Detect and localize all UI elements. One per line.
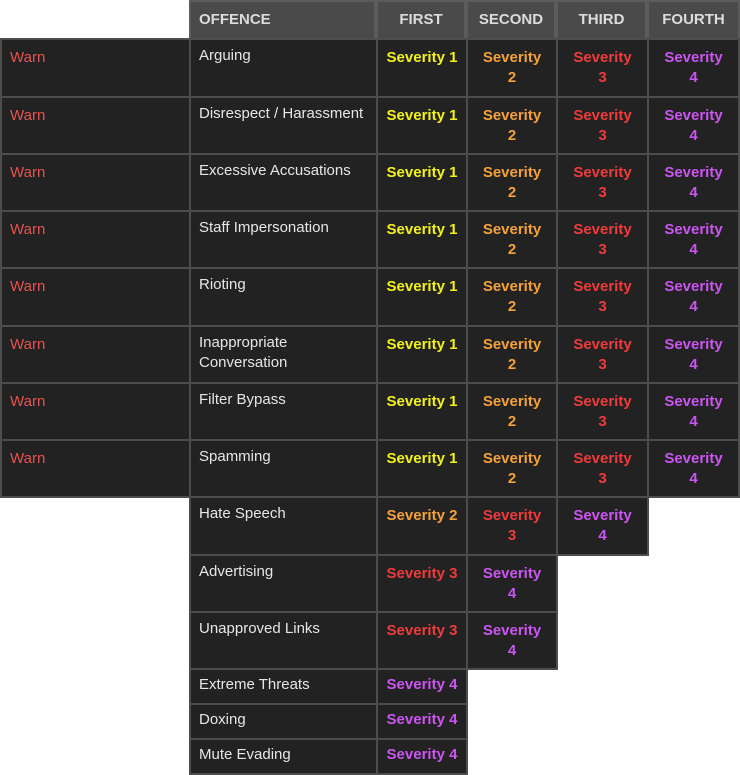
severity-word: Severity	[664, 336, 723, 353]
severity-level: 3	[598, 127, 607, 144]
offence-name: Advertising	[189, 554, 378, 613]
severity-level: 4	[507, 642, 517, 659]
severity-cell	[556, 267, 649, 327]
severity-word: Severity	[482, 565, 542, 582]
severity-level: 2	[507, 470, 517, 487]
offence-name: Unapproved Links	[189, 611, 378, 670]
warn-cell: Warn	[0, 210, 191, 269]
offence-name: Disrespect / Harassment	[189, 96, 378, 155]
severity-cell	[647, 210, 740, 269]
warn-cell: Warn	[0, 96, 191, 155]
severity-level: 2	[507, 298, 517, 315]
severity-cell	[376, 668, 468, 705]
header-second: SECOND	[466, 0, 556, 40]
severity-level: 4	[689, 184, 698, 201]
header-third: THIRD	[556, 0, 647, 40]
severity-cell	[647, 382, 740, 441]
severity-cell	[466, 210, 558, 269]
warn-cell: Warn	[0, 38, 191, 98]
severity-word: Severity	[386, 278, 445, 295]
warn-cell: Warn	[0, 439, 191, 498]
header-fourth: FOURTH	[647, 0, 740, 40]
severity-word: Severity	[482, 507, 542, 524]
severity-level: 1	[449, 221, 458, 238]
severity-level: 4	[689, 470, 698, 487]
severity-cell	[466, 38, 558, 98]
severity-cell	[647, 267, 740, 327]
header-offence: OFFENCE	[189, 0, 376, 40]
severity-level: 4	[689, 241, 698, 258]
severity-word: Severity	[482, 278, 542, 295]
offence-name: Extreme Threats	[189, 668, 378, 705]
severity-cell	[376, 38, 468, 98]
offence-name: Mute Evading	[189, 738, 378, 775]
offence-name: Filter Bypass	[189, 382, 378, 441]
severity-word: Severity	[573, 278, 632, 295]
severity-cell	[466, 611, 558, 670]
severity-level: 2	[507, 356, 517, 373]
severity-word: Severity	[573, 336, 632, 353]
severity-word: Severity	[482, 221, 542, 238]
severity-cell	[376, 382, 468, 441]
severity-level: 4	[689, 127, 698, 144]
severity-word: Severity	[573, 393, 632, 410]
severity-word: Severity	[386, 336, 445, 353]
severity-word: Severity	[664, 393, 723, 410]
severity-word: Severity	[386, 622, 445, 639]
severity-word: Severity	[482, 393, 542, 410]
severity-level: 3	[598, 470, 607, 487]
severity-cell	[556, 439, 649, 498]
offence-name: Excessive Accusations	[189, 153, 378, 212]
severity-level: 4	[689, 356, 698, 373]
severity-cell	[376, 554, 468, 613]
severity-word: Severity	[664, 107, 723, 124]
severity-word: Severity	[386, 565, 445, 582]
severity-level: 1	[449, 107, 458, 124]
severity-cell	[466, 496, 558, 556]
severity-word: Severity	[386, 507, 445, 524]
severity-cell	[376, 210, 468, 269]
severity-cell	[466, 267, 558, 327]
severity-word: Severity	[664, 164, 723, 181]
offence-name: Rioting	[189, 267, 378, 327]
severity-word: Severity	[573, 507, 632, 524]
severity-word: Severity	[573, 107, 632, 124]
offence-name: Doxing	[189, 703, 378, 740]
severity-level: 3	[598, 241, 607, 258]
severity-level: 2	[507, 184, 517, 201]
severity-level: 1	[449, 336, 458, 353]
severity-word: Severity	[386, 746, 445, 763]
severity-word: Severity	[664, 450, 723, 467]
severity-level: 3	[598, 298, 607, 315]
severity-cell	[647, 439, 740, 498]
severity-level: 2	[507, 69, 517, 86]
severity-cell	[556, 96, 649, 155]
offence-name: Inappropriate Conversation	[189, 325, 378, 384]
severity-word: Severity	[573, 221, 632, 238]
severity-word: Severity	[386, 164, 445, 181]
severity-level: 4	[449, 711, 458, 728]
severity-cell	[647, 38, 740, 98]
severity-level: 1	[449, 164, 458, 181]
severity-cell	[647, 96, 740, 155]
severity-word: Severity	[573, 164, 632, 181]
severity-cell	[376, 611, 468, 670]
severity-level: 4	[689, 413, 698, 430]
severity-cell	[466, 153, 558, 212]
severity-word: Severity	[573, 49, 632, 66]
severity-level: 3	[598, 184, 607, 201]
severity-word: Severity	[386, 676, 445, 693]
severity-word: Severity	[664, 278, 723, 295]
severity-level: 3	[507, 527, 517, 544]
severity-level: 3	[598, 69, 607, 86]
severity-cell	[556, 382, 649, 441]
severity-cell	[376, 703, 468, 740]
severity-level: 4	[598, 527, 607, 544]
severity-cell	[376, 96, 468, 155]
severity-cell	[376, 153, 468, 212]
severity-cell	[466, 96, 558, 155]
severity-cell	[376, 325, 468, 384]
severity-word: Severity	[482, 107, 542, 124]
warn-cell: Warn	[0, 325, 191, 384]
severity-word: Severity	[664, 49, 723, 66]
severity-level: 4	[507, 585, 517, 602]
severity-level: 2	[449, 507, 458, 524]
severity-cell	[556, 38, 649, 98]
offence-name: Hate Speech	[189, 496, 378, 556]
severity-word: Severity	[386, 450, 445, 467]
severity-level: 2	[507, 127, 517, 144]
severity-level: 3	[598, 356, 607, 373]
severity-level: 2	[507, 413, 517, 430]
severity-cell	[376, 496, 468, 556]
severity-level: 3	[449, 622, 458, 639]
severity-level: 1	[449, 49, 458, 66]
severity-cell	[466, 554, 558, 613]
severity-cell	[556, 210, 649, 269]
severity-word: Severity	[386, 49, 445, 66]
warn-cell: Warn	[0, 153, 191, 212]
severity-level: 1	[449, 278, 458, 295]
severity-cell	[556, 496, 649, 556]
offence-name: Arguing	[189, 38, 378, 98]
severity-word: Severity	[482, 164, 542, 181]
severity-word: Severity	[482, 49, 542, 66]
severity-cell	[466, 439, 558, 498]
severity-cell	[466, 325, 558, 384]
severity-word: Severity	[386, 221, 445, 238]
severity-word: Severity	[664, 221, 723, 238]
severity-level: 4	[689, 298, 698, 315]
severity-cell	[376, 738, 468, 775]
severity-level: 4	[449, 746, 458, 763]
severity-cell	[376, 267, 468, 327]
severity-cell	[647, 153, 740, 212]
severity-level: 3	[449, 565, 458, 582]
severity-word: Severity	[386, 393, 445, 410]
severity-word: Severity	[482, 622, 542, 639]
severity-word: Severity	[386, 711, 445, 728]
severity-cell	[376, 439, 468, 498]
header-first: FIRST	[376, 0, 466, 40]
severity-word: Severity	[573, 450, 632, 467]
severity-level: 1	[449, 393, 458, 410]
offence-name: Spamming	[189, 439, 378, 498]
severity-level: 4	[689, 69, 698, 86]
severity-level: 4	[449, 676, 458, 693]
severity-word: Severity	[386, 107, 445, 124]
severity-cell	[556, 325, 649, 384]
warn-cell: Warn	[0, 382, 191, 441]
severity-level: 3	[598, 413, 607, 430]
severity-level: 2	[507, 241, 517, 258]
severity-cell	[466, 382, 558, 441]
severity-level: 1	[449, 450, 458, 467]
offence-name: Staff Impersonation	[189, 210, 378, 269]
severity-word: Severity	[482, 450, 542, 467]
severity-cell	[647, 325, 740, 384]
severity-word: Severity	[482, 336, 542, 353]
severity-cell	[556, 153, 649, 212]
warn-cell: Warn	[0, 267, 191, 327]
